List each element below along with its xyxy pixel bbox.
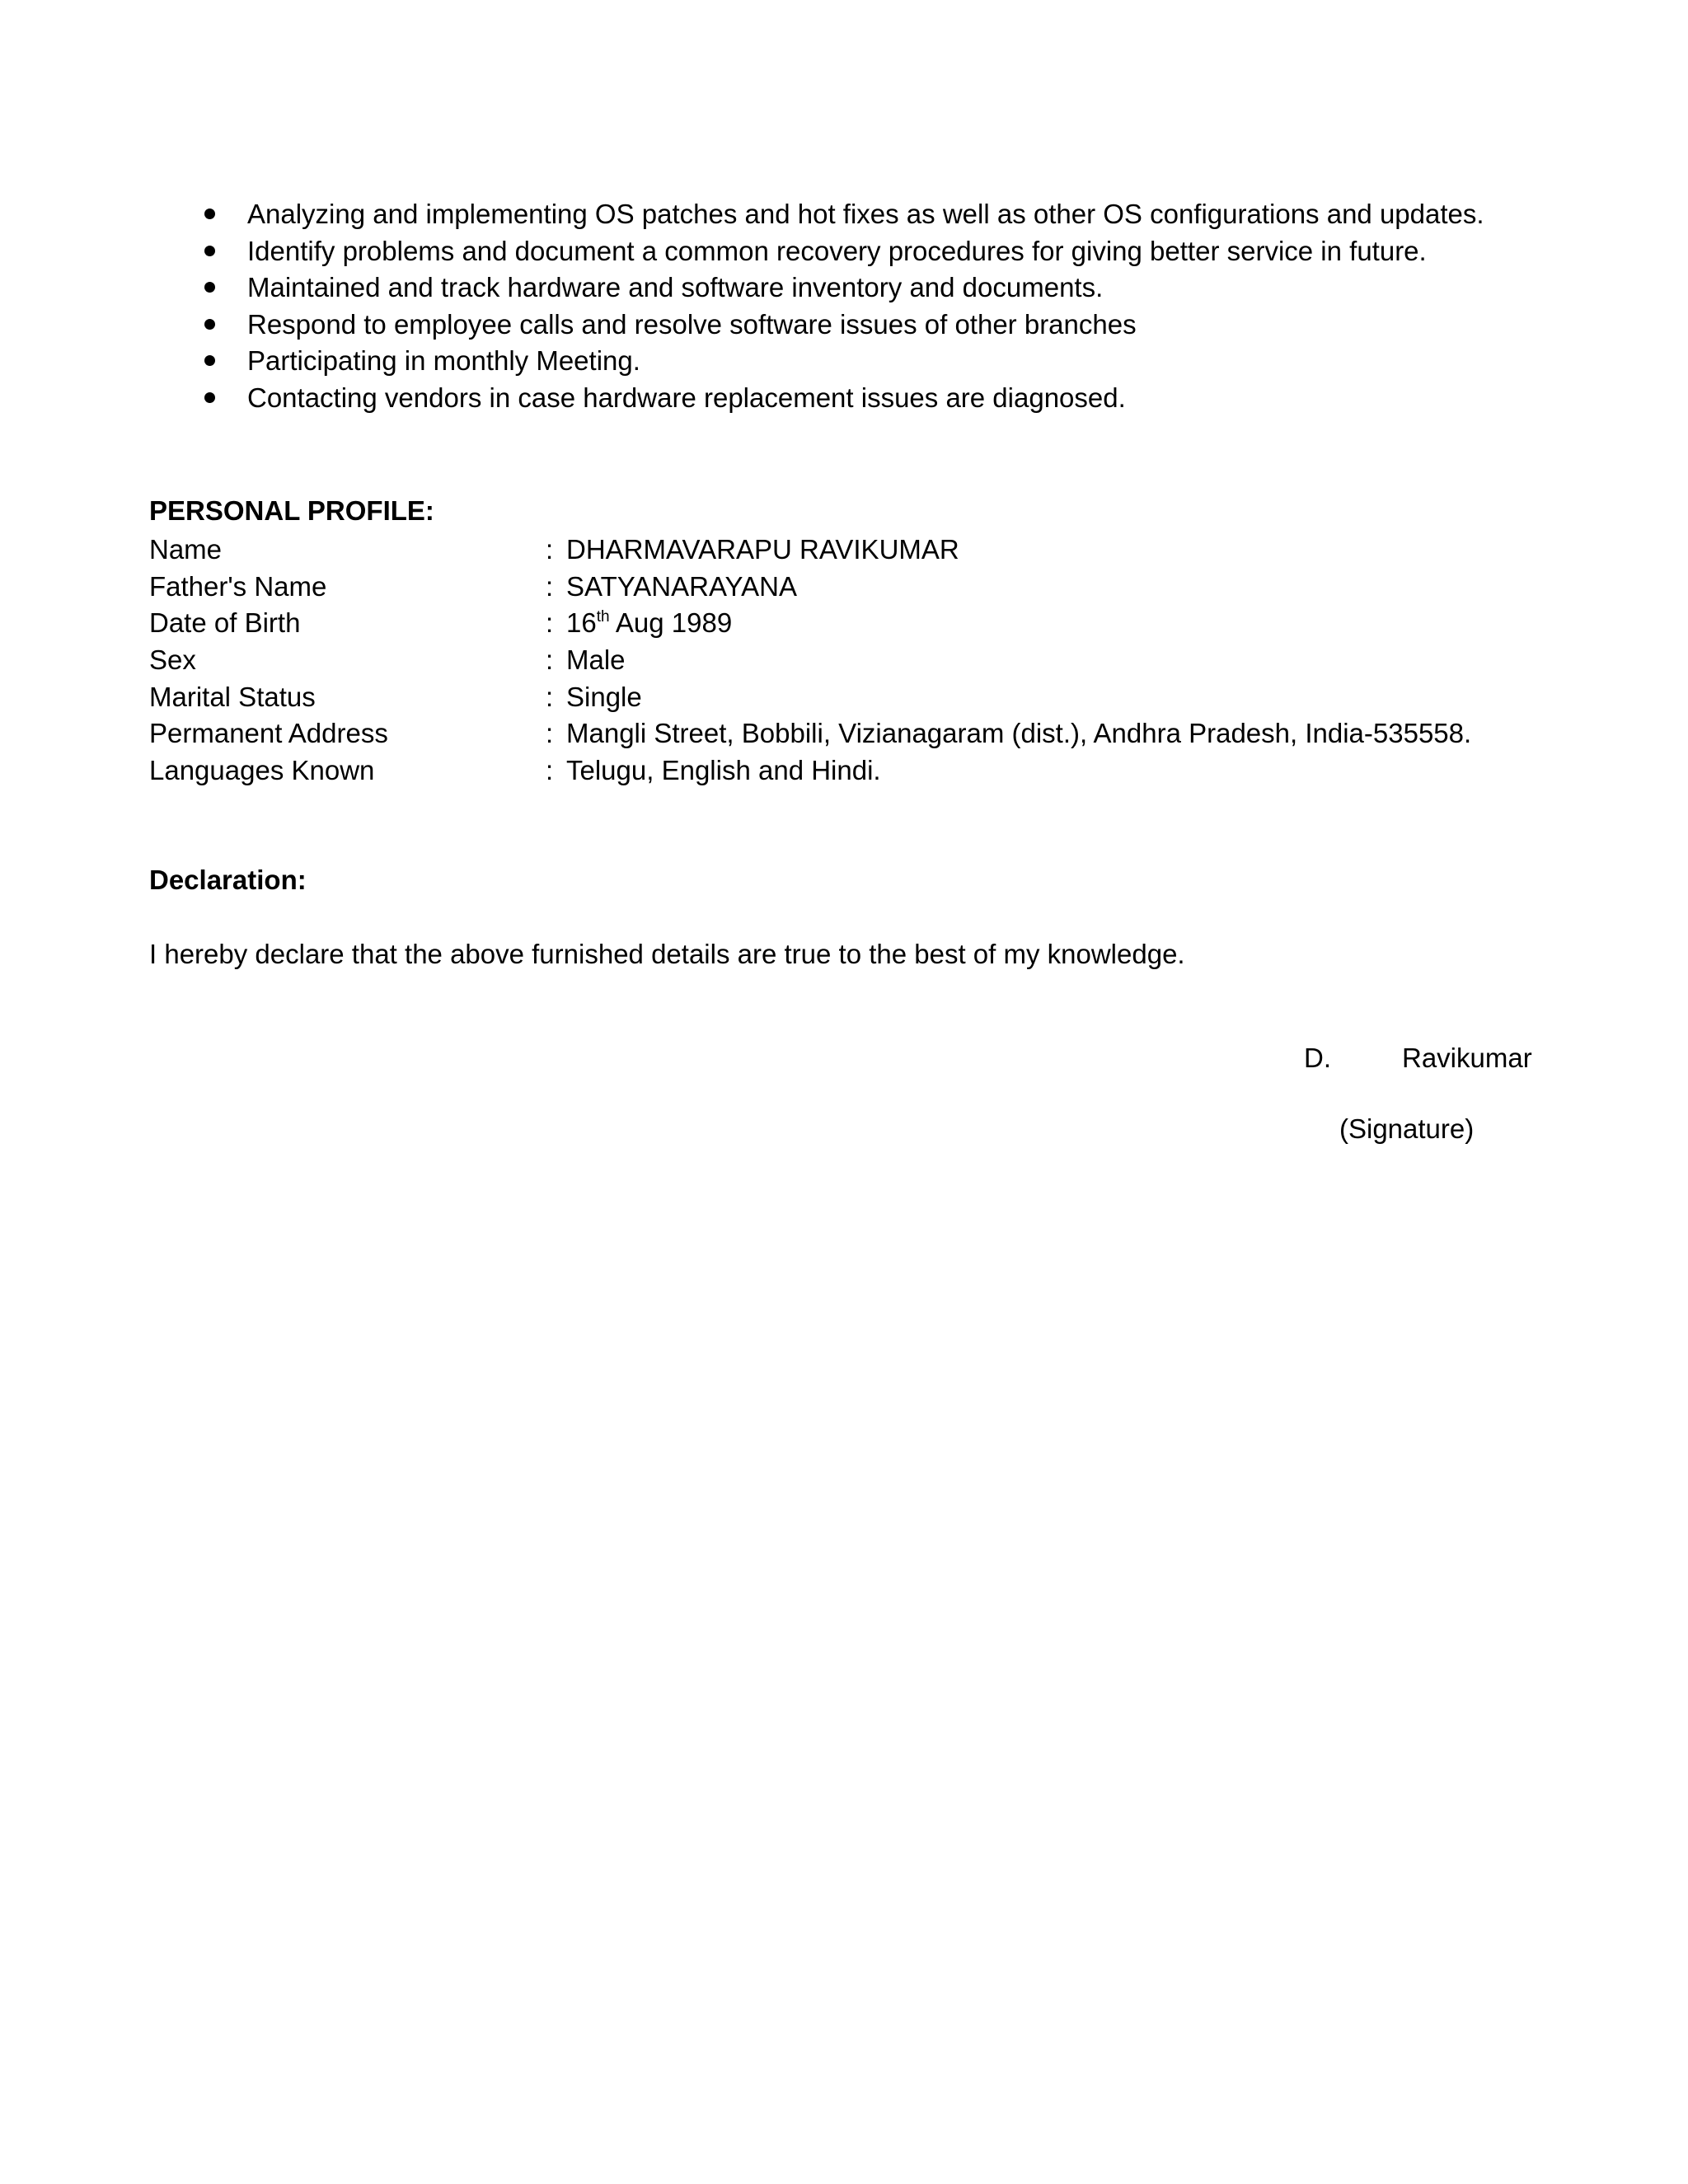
profile-value: Male: [566, 644, 626, 676]
list-item-text: Contacting vendors in case hardware replacement issues are diagnosed.: [247, 382, 1126, 413]
personal-profile-heading: PERSONAL PROFILE:: [149, 495, 434, 526]
bullet-icon: [204, 392, 215, 403]
list-item: [247, 233, 1566, 270]
signature-surname: Ravikumar: [1402, 1043, 1532, 1073]
personal-profile-table: [149, 532, 1550, 790]
profile-row-address: [149, 715, 1550, 752]
profile-value: [566, 605, 732, 642]
list-item: [247, 343, 1566, 380]
dob-rest: Aug 1989: [609, 607, 733, 639]
profile-row-father: [149, 569, 1550, 606]
profile-separator: :: [546, 644, 554, 676]
profile-label: Sex: [149, 644, 196, 676]
profile-label: Permanent Address: [149, 718, 388, 749]
list-item: [247, 380, 1566, 417]
responsibilities-list: [247, 196, 1566, 417]
profile-row-marital: [149, 679, 1550, 716]
list-item-text: Analyzing and implementing OS patches and hot fixes as well as other OS configurations and updates.: [247, 199, 1484, 229]
profile-label: Marital Status: [149, 681, 316, 712]
list-item-text: Respond to employee calls and resolve software issues of other branches: [247, 308, 1137, 340]
signature-label: (Signature): [1339, 1113, 1475, 1144]
profile-row-languages: [149, 752, 1550, 790]
profile-label: Father's Name: [149, 570, 327, 602]
profile-value: Telugu, English and Hindi.: [566, 755, 881, 786]
bullet-icon: [204, 246, 215, 256]
profile-separator: :: [546, 534, 554, 565]
bullet-icon: [204, 355, 215, 366]
profile-separator: :: [546, 681, 554, 712]
profile-value: Mangli Street, Bobbili, Vizianagaram (dist.), Andhra Pradesh, India-535558.: [566, 718, 1472, 749]
list-item: [247, 307, 1566, 344]
declaration-text: I hereby declare that the above furnished details are true to the best of my knowledge.: [149, 939, 1185, 969]
profile-row-sex: [149, 642, 1550, 679]
dob-suffix: th: [596, 608, 610, 626]
list-item-text: Participating in monthly Meeting.: [247, 345, 640, 377]
profile-label: Name: [149, 534, 223, 565]
profile-separator: :: [546, 718, 554, 749]
profile-value: DHARMAVARAPU RAVIKUMAR: [566, 534, 959, 565]
list-item: [247, 196, 1566, 233]
profile-label: Date of Birth: [149, 607, 301, 639]
dob-day: 16: [566, 607, 597, 639]
profile-value: Single: [566, 681, 642, 712]
bullet-icon: [204, 282, 215, 293]
profile-label: Languages Known: [149, 755, 375, 786]
profile-separator: :: [546, 755, 554, 786]
profile-separator: :: [546, 570, 554, 602]
list-item: [247, 269, 1566, 307]
profile-separator: :: [546, 607, 554, 639]
list-item-text: Identify problems and document a common recovery procedures for giving better service in future.: [247, 235, 1427, 266]
list-item-text: Maintained and track hardware and software inventory and documents.: [247, 272, 1104, 303]
declaration-heading: Declaration:: [149, 865, 307, 895]
bullet-icon: [204, 209, 215, 219]
profile-row-name: [149, 532, 1550, 569]
profile-value: SATYANARAYANA: [566, 570, 797, 602]
profile-row-dob: [149, 605, 1550, 642]
signature-initial: D.: [1304, 1043, 1331, 1073]
bullet-icon: [204, 319, 215, 330]
